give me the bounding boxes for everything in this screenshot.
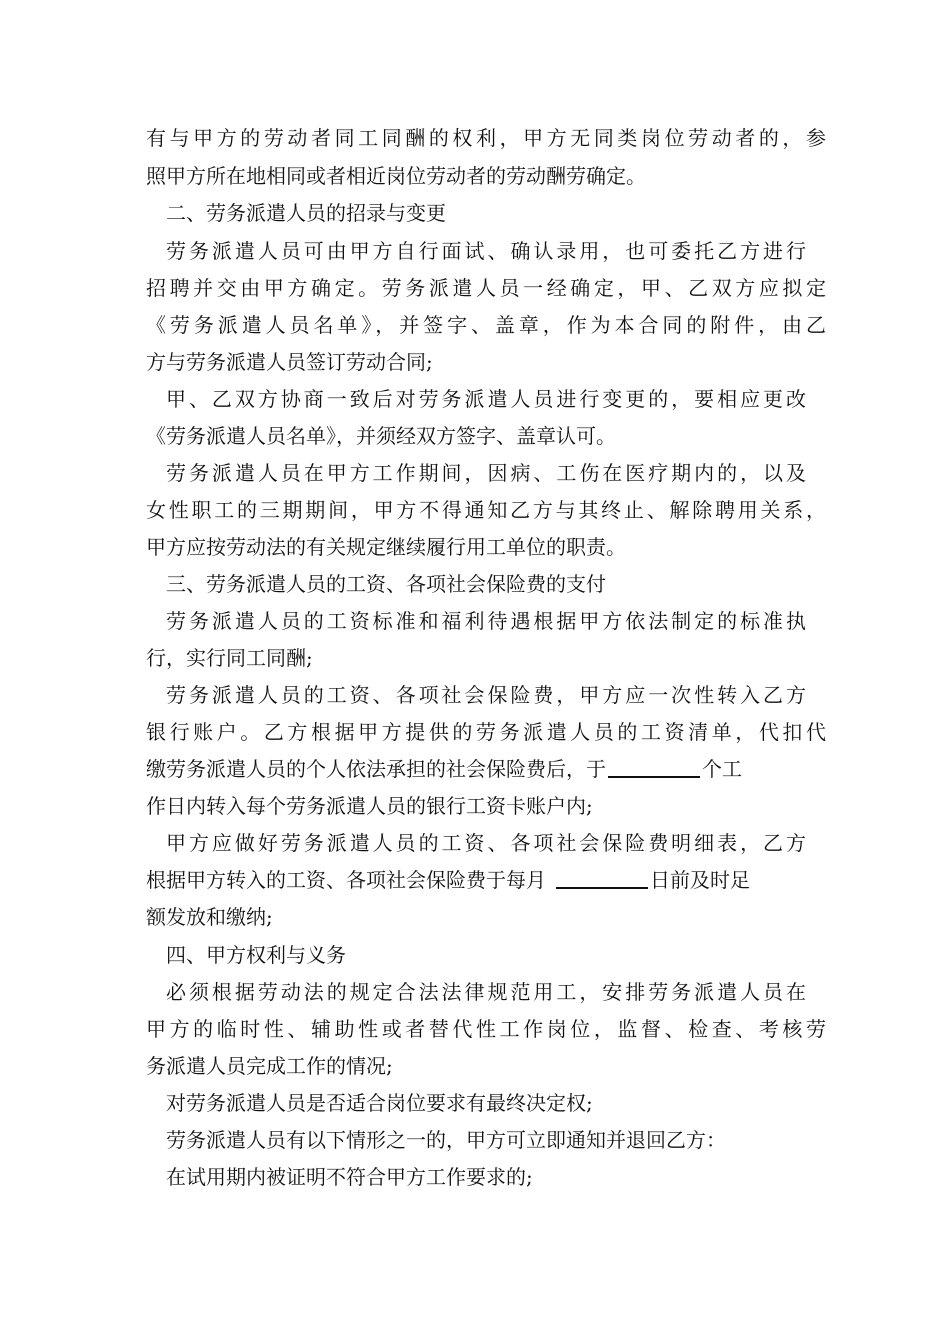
text-fragment: 日前及时足 xyxy=(650,868,750,892)
text-line: 行，实行同工同酬; xyxy=(146,646,313,670)
fill-in-blank xyxy=(608,756,700,778)
text-fragment: 缴劳务派遣人员的个人依法承担的社会保险费后，于 xyxy=(146,757,606,781)
text-line: 劳务派遣人员的工资标准和福利待遇根据甲方依法制定的标准执 xyxy=(166,609,806,633)
text-line: 银行账户。乙方根据甲方提供的劳务派遣人员的工资清单，代扣代 xyxy=(146,720,826,744)
text-line: 额发放和缴纳; xyxy=(146,905,273,929)
text-fragment: 根据甲方转入的工资、各项社会保险费于每月 xyxy=(146,868,546,892)
text-line: 《劳务派遣人员名单》，并须经双方签字、盖章认可。 xyxy=(146,424,616,448)
section-heading: 二、劳务派遣人员的招录与变更 xyxy=(166,201,446,225)
text-line: 必须根据劳动法的规定合法法律规范用工，安排劳务派遣人员在 xyxy=(166,980,806,1004)
section-heading: 四、甲方权利与义务 xyxy=(166,943,346,967)
text-line: 女性职工的三期期间，甲方不得通知乙方与其终止、解除聘用关系， xyxy=(146,498,826,522)
text-line: 劳务派遣人员在甲方工作期间，因病、工伤在医疗期内的，以及 xyxy=(166,461,806,485)
text-line: 劳务派遣人员有以下情形之一的，甲方可立即通知并退回乙方： xyxy=(166,1128,726,1152)
text-line: 务派遣人员完成工作的情况; xyxy=(146,1054,393,1078)
text-line: 甲方应按劳动法的有关规定继续履行用工单位的职责。 xyxy=(146,535,626,559)
text-line: 劳务派遣人员的工资、各项社会保险费，甲方应一次性转入乙方 xyxy=(166,683,806,707)
text-line: 在试用期内被证明不符合甲方工作要求的; xyxy=(166,1165,533,1189)
text-line xyxy=(146,754,826,784)
text-line: 对劳务派遣人员是否适合岗位要求有最终决定权; xyxy=(166,1091,593,1115)
text-line: 方与劳务派遣人员签订劳动合同; xyxy=(146,350,433,374)
fill-in-blank xyxy=(556,867,648,889)
text-line: 有与甲方的劳动者同工同酬的权利，甲方无同类岗位劳动者的，参 xyxy=(146,126,826,150)
section-heading: 三、劳务派遣人员的工资、各项社会保险费的支付 xyxy=(166,572,606,596)
text-line: 《劳务派遣人员名单》，并签字、盖章，作为本合同的附件，由乙 xyxy=(146,313,826,337)
text-line: 招聘并交由甲方确定。劳务派遣人员一经确定，甲、乙双方应拟定 xyxy=(146,276,826,300)
text-line: 照甲方所在地相同或者相近岗位劳动者的劳动酬劳确定。 xyxy=(146,164,646,188)
text-line: 甲方应做好劳务派遣人员的工资、各项社会保险费明细表，乙方 xyxy=(166,831,806,855)
text-fragment: 个工 xyxy=(702,757,742,781)
text-line xyxy=(146,865,826,895)
text-line: 作日内转入每个劳务派遣人员的银行工资卡账户内; xyxy=(146,794,593,818)
text-line: 甲方的临时性、辅助性或者替代性工作岗位，监督、检查、考核劳 xyxy=(146,1017,826,1041)
text-line: 甲、乙双方协商一致后对劳务派遣人员进行变更的，要相应更改 xyxy=(166,387,806,411)
text-line: 劳务派遣人员可由甲方自行面试、确认录用，也可委托乙方进行 xyxy=(166,239,806,263)
